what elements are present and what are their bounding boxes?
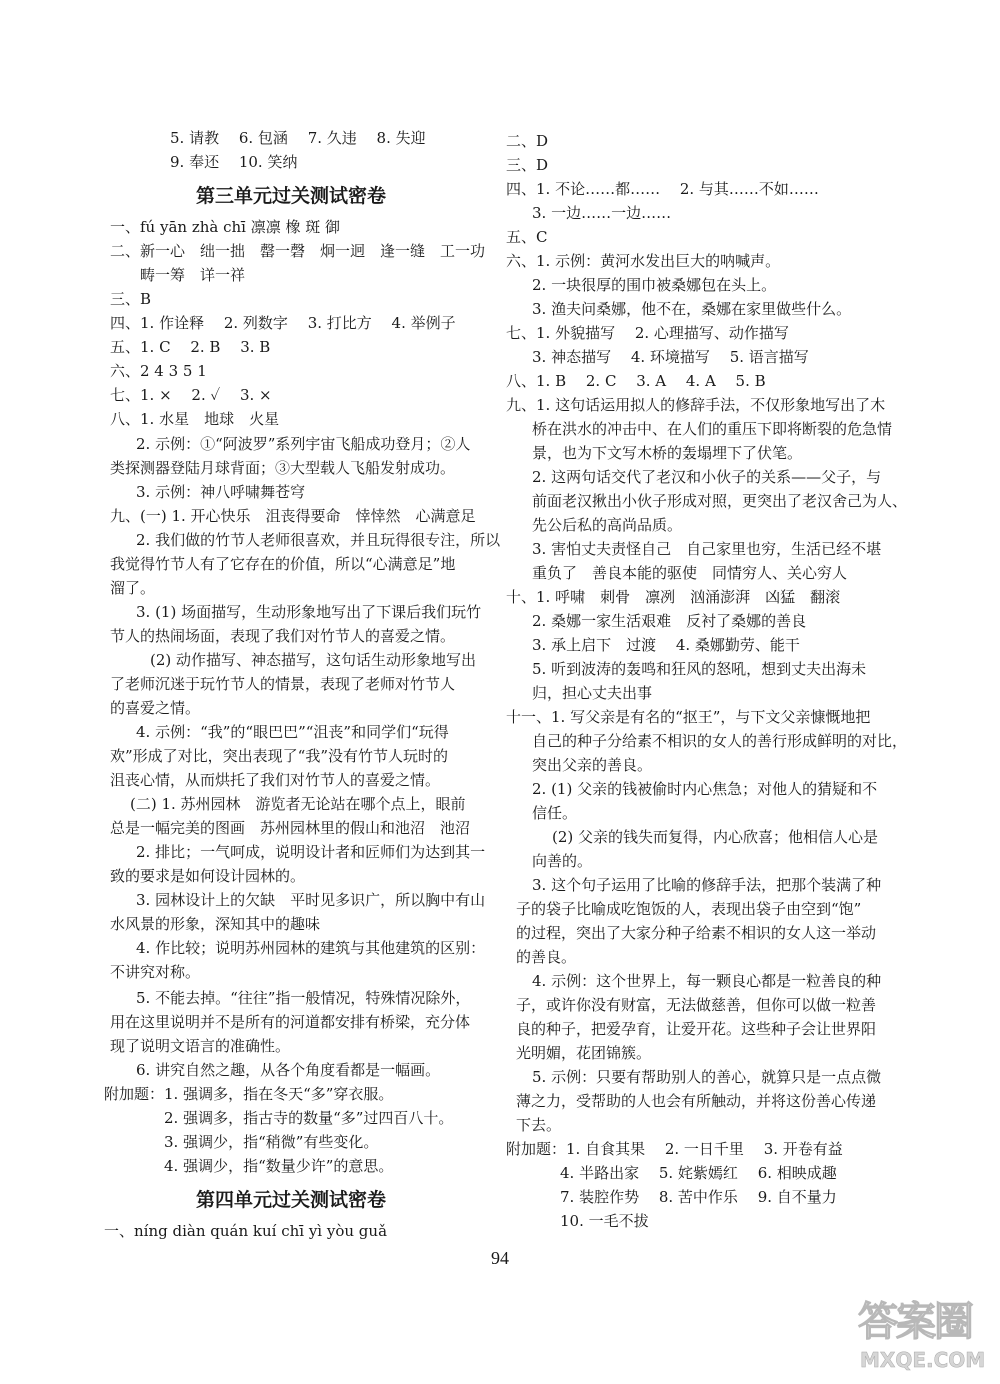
answer-line: 不讲究对称。 <box>110 963 201 981</box>
answer-line: 了老师沉迷于玩竹节人的情景，表现了老师对竹节人 <box>110 675 456 693</box>
answer-line: 5. 不能去掉。“往往”指一般情况，特殊情况除外， <box>136 989 471 1007</box>
answer-line: 二、D <box>506 132 549 150</box>
answer-line: 节人的热闹场面，表现了我们对竹节人的喜爱之情。 <box>110 627 456 645</box>
answer-line: 3. 承上启下 过渡 4. 桑娜勤劳、能干 <box>532 636 800 654</box>
answer-line: 桥在洪水的冲击中、在人们的重压下即将断裂的危急情 <box>532 420 893 438</box>
answer-line: 溜了。 <box>110 579 156 597</box>
answer-line: 水风景的形象，深知其中的趣味 <box>110 915 321 933</box>
watermark-logo <box>858 1290 990 1376</box>
answer-line: 良的种子，把爱孕育，让爱开花。这些种子会让世界阳 <box>516 1020 877 1038</box>
answer-line: 类探测器登陆月球背面；③大型载人飞船发射成功。 <box>110 459 456 477</box>
answer-line: 的喜爱之情。 <box>110 699 201 717</box>
section-heading: 第四单元过关测试密卷 <box>196 1189 387 1211</box>
answer-line: 自己的种子分给素不相识的女人的善行形成鲜明的对比， <box>532 732 908 750</box>
answer-line: 总是一幅完美的图画 苏州园林里的假山和池沼 池沼 <box>110 819 471 837</box>
answer-line: (二) 1. 苏州园林 游览者无论站在哪个点上，眼前 <box>130 795 466 813</box>
answer-line: 信任。 <box>532 804 578 822</box>
answer-line: 薄之力，受帮助的人也会有所触动，并将这份善心传递 <box>516 1092 877 1110</box>
answer-line: 七、1. × 2. ✓ 3. × <box>110 386 272 404</box>
answer-line: 5. 请教 6. 包涵 7. 久违 8. 失迎 <box>170 129 426 147</box>
answer-line: 3. 这个句子运用了比喻的修辞手法，把那个装满了种 <box>532 876 882 894</box>
page-number: 94 <box>491 1248 509 1268</box>
answer-line: 2. 我们做的竹节人老师很喜欢，并且玩得很专注，所以 <box>136 531 501 549</box>
answer-line: 六、2 4 3 5 1 <box>110 362 207 380</box>
answer-line: 3. 一边……一边…… <box>532 204 672 222</box>
answer-line: 3. (1) 场面描写，生动形象地写出了下课后我们玩竹 <box>136 603 482 621</box>
answer-line: 九、1. 这句话运用拟人的修辞手法，不仅形象地写出了木 <box>506 396 886 414</box>
answer-line: 三、B <box>110 290 152 308</box>
answer-line: 3. 示例：神八呼啸舞苍穹 <box>136 483 306 501</box>
answer-line: 重负了 善良本能的驱使 同情穷人、关心穷人 <box>532 564 848 582</box>
answer-line: 一、fú yān zhà chī 凛凛 橡 斑 御 <box>110 218 341 236</box>
answer-line: 景，也为下文写木桥的轰塌埋下了伏笔。 <box>532 444 803 462</box>
answer-line: 八、1. 水星 地球 火星 <box>110 410 280 428</box>
answer-line: 欢”形成了对比，突出表现了“我”没有竹节人玩时的 <box>110 747 449 765</box>
answer-line: 十一、1. 写父亲是有名的“抠王”，与下文父亲慷慨地把 <box>506 708 871 726</box>
answer-line: 2. 桑娜一家生活艰难 反衬了桑娜的善良 <box>532 612 807 630</box>
answer-line: 九、(一) 1. 开心快乐 沮丧得要命 悻悻然 心满意足 <box>110 507 476 525</box>
answer-line: 畴一筹 详一祥 <box>140 266 246 284</box>
answer-line: 3. 强调少，指“稍微”有些变化。 <box>164 1133 379 1151</box>
answer-line: 一、níng diàn quán kuí chī yì yòu guǎ <box>104 1222 388 1240</box>
answer-line: 子的袋子比喻成吃饱饭的人，表现出袋子由空到“饱” <box>516 900 862 918</box>
answer-line: 沮丧心情，从而烘托了我们对竹节人的喜爱之情。 <box>110 771 441 789</box>
answer-line: 4. 强调少，指“数量少许”的意思。 <box>164 1157 394 1175</box>
answer-line: 突出父亲的善良。 <box>532 756 653 774</box>
answer-line: 4. 示例：“我”的“眼巴巴”“沮丧”和同学们“玩得 <box>136 723 449 741</box>
answer-line: 子，或许你没有财富，无法做慈善，但你可以做一粒善 <box>516 996 877 1014</box>
answer-line: 的善良。 <box>516 948 577 966</box>
answer-line: 附加题：1. 强调多，指在冬天“多”穿衣服。 <box>104 1085 394 1103</box>
answer-line: 五、C <box>506 228 548 246</box>
answer-line: 八、1. B 2. C 3. A 4. A 5. B <box>506 372 766 390</box>
answer-line: 7. 装腔作势 8. 苦中作乐 9. 自不量力 <box>560 1188 837 1206</box>
watermark-site: MXQE.COM <box>860 1348 986 1372</box>
answer-line: 向善的。 <box>532 852 593 870</box>
answer-line: 2. 这两句话交代了老汉和小伙子的关系——父子，与 <box>532 468 882 486</box>
answer-line: 2. 一块很厚的围巾被桑娜包在头上。 <box>532 276 777 294</box>
answer-line: 2. 强调多，指古寺的数量“多”过四百八十。 <box>164 1109 454 1127</box>
answer-line: 五、1. C 2. B 3. B <box>110 338 271 356</box>
answer-line: 光明媚，花团锦簇。 <box>516 1044 652 1062</box>
answer-line: 3. 神态描写 4. 环境描写 5. 语言描写 <box>532 348 809 366</box>
answer-line: 5. 听到波涛的轰鸣和狂风的怒吼，想到丈夫出海未 <box>532 660 867 678</box>
answer-line: 二、新一心 绌一拙 罄一磬 炯一迥 逢一缝 工一功 <box>110 242 486 260</box>
answer-line: (2) 动作描写、神态描写，这句话生动形象地写出 <box>150 651 477 669</box>
answer-line: 我觉得竹节人有了它存在的价值，所以“心满意足”地 <box>110 555 456 573</box>
answer-line: 四、1. 作诠释 2. 列数字 3. 打比方 4. 举例子 <box>110 314 456 332</box>
answer-line: 现了说明文语言的准确性。 <box>110 1037 291 1055</box>
answer-line: 四、1. 不论……都…… 2. 与其……不如…… <box>506 180 819 198</box>
answer-line: 下去。 <box>516 1116 562 1134</box>
answer-line: 十、1. 呼啸 刺骨 凛冽 汹涌澎湃 凶猛 翻滚 <box>506 588 841 606</box>
answer-line: 三、D <box>506 156 549 174</box>
answer-line: 10. 一毛不拔 <box>560 1212 649 1230</box>
answer-line: 附加题：1. 自食其果 2. 一日千里 3. 开卷有益 <box>506 1140 843 1158</box>
answer-line: 3. 渔夫问桑娜，他不在，桑娜在家里做些什么。 <box>532 300 852 318</box>
answer-line: 先公后私的高尚品质。 <box>532 516 683 534</box>
answer-line: 六、1. 示例：黄河水发出巨大的呐喊声。 <box>506 252 781 270</box>
answer-line: 3. 害怕丈夫责怪自己 自己家里也穷，生活已经不堪 <box>532 540 882 558</box>
answer-line: 4. 示例：这个世界上，每一颗良心都是一粒善良的种 <box>532 972 882 990</box>
answer-line: 6. 讲究自然之趣，从各个角度看都是一幅画。 <box>136 1061 441 1079</box>
answer-line: 9. 奉还 10. 笑纳 <box>170 153 298 171</box>
answer-line: 4. 作比较；说明苏州园林的建筑与其他建筑的区别： <box>136 939 486 957</box>
answer-line: (2) 父亲的钱失而复得，内心欣喜；他相信人心是 <box>552 828 879 846</box>
answer-line: 致的要求是如何设计园林的。 <box>110 867 306 885</box>
answer-line: 2. (1) 父亲的钱被偷时内心焦急；对他人的猜疑和不 <box>532 780 878 798</box>
answer-line: 3. 园林设计上的欠缺 平时见多识广，所以胸中有山 <box>136 891 486 909</box>
watermark-logo-text: 答案圈 <box>858 1299 972 1345</box>
section-heading: 第三单元过关测试密卷 <box>196 185 387 207</box>
answer-line: 2. 示例：①“阿波罗”系列宇宙飞船成功登月；②人 <box>136 435 471 453</box>
answer-line: 用在这里说明并不是所有的河道都安排有桥梁，充分体 <box>110 1013 471 1031</box>
answer-line: 5. 示例：只要有帮助别人的善心，就算只是一点点微 <box>532 1068 882 1086</box>
answer-line: 4. 半路出家 5. 姹紫嫣红 6. 相映成趣 <box>560 1164 837 1182</box>
answer-line: 归，担心丈夫出事 <box>532 684 653 702</box>
answer-line: 的过程，突出了大家分种子给素不相识的女人这一举动 <box>516 924 877 942</box>
answer-line: 2. 排比；一气呵成，说明设计者和匠师们为达到其一 <box>136 843 486 861</box>
answer-line: 七、1. 外貌描写 2. 心理描写、动作描写 <box>506 324 789 342</box>
answer-line: 前面老汉揪出小伙子形成对照，更突出了老汉舍己为人、 <box>532 492 908 510</box>
